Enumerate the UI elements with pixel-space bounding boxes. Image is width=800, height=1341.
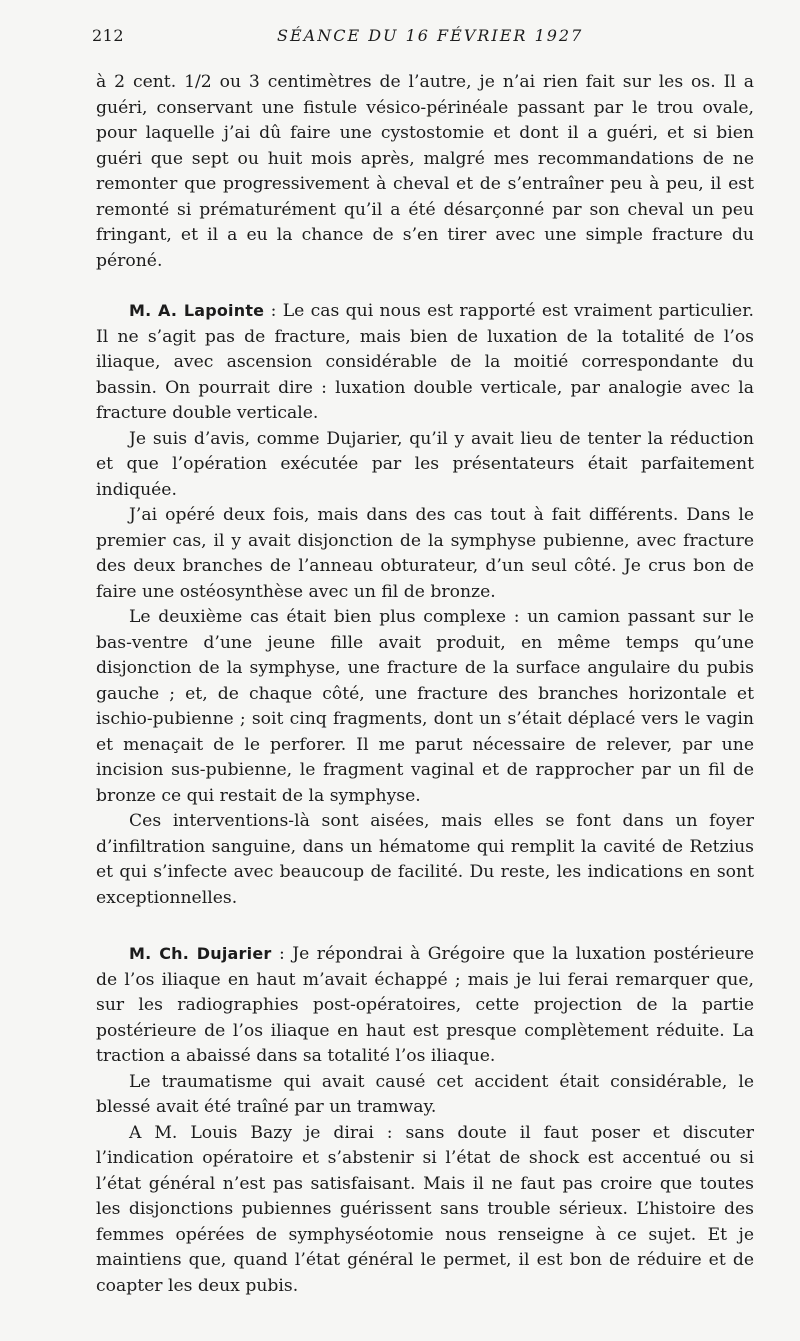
paragraph-4: J’ai opéré deux fois, mais dans des cas tout à fait différents. Dans le premier cas, il y avait disjonction de la symphyse pubienne, avec fracture des deux branches de l’anneau obturateur, d’un seul côté. Je crus bon de faire une ostéosynthèse avec un fil de bronze.	[96, 505, 754, 602]
paragraph-1: à 2 cent. 1/2 ou 3 centimètres de l’autre, je n’ai rien fait sur les os. Il a guéri, conservant une fistule vésico-périnéale passant par le trou ovale, pour laquelle j’ai dû faire une cystostomie et dont il a guéri, et si bien guéri que sept ou huit mois après, malgré mes recommandations de ne remonter que progressivement à cheval et de s’entraîner peu à peu, il est remonté si prématurément qu’il a été désarçonné par son cheval un peu fringant, et il a eu la chance de s’en tirer avec une simple fracture du péroné.	[96, 72, 754, 271]
section-spacer	[96, 274, 754, 298]
paragraph-text: : Je répondrai à Grégoire que la luxation postérieure de l’os iliaque en haut m’avait échappé ; mais je lui ferai remarquer que, sur les radiographies post-opératoires, cette projection de la partie postérieure de l’os iliaque en haut est presque complètement réduite. La traction a abaissé dans sa totalité l’os iliaque.	[96, 944, 754, 1066]
running-title: SÉANCE DU 16 FÉVRIER 1927	[277, 26, 584, 45]
paragraph-text: : Le cas qui nous est rapporté est vraiment particulier. Il ne s’agit pas de fracture, mais bien de luxation de la totalité de l’os iliaque, avec ascension considérable de la moitié correspondante du bassin. On pourrait dire : luxation double verticale, par analogie avec la fracture double verticale.	[96, 301, 755, 423]
paragraph-3: Je suis d’avis, comme Dujarier, qu’il y avait lieu de tenter la réduction et que l’opération exécutée par les présentateurs était parfaitement indiquée.	[96, 428, 754, 500]
paragraph-8: Le traumatisme qui avait causé cet accident était considérable, le blessé avait été traîné par un tramway.	[96, 1071, 754, 1117]
speaker-name: M. Ch. Dujarier	[129, 944, 272, 963]
paragraph-9: A M. Louis Bazy je dirai : sans doute il faut poser et discuter l’indication opératoire et s’abstenir si l’état de shock est accentué ou si l’état général n’est pas satisfaisant. Mais il ne faut pas croire que toutes les disjonctions pubiennes guérissent sans trouble sérieux. L’histoire des femmes opérées de symphyséotomie nous renseigne à ce sujet. Et je maintiens que, quand l’état général le permet, il est bon de réduire et de coapter les deux pubis.	[96, 1122, 754, 1296]
section-spacer	[96, 911, 754, 941]
paragraph-7	[96, 941, 754, 1070]
paragraph-6: Ces interventions-là sont aisées, mais elles se font dans un foyer d’infiltration sanguine, dans un hématome qui remplit la cavité de Retzius et qui s’infecte avec beaucoup de facilité. Du reste, les indications en sont exceptionnelles.	[96, 811, 754, 908]
body-text	[96, 70, 754, 1299]
paragraph-5: Le deuxième cas était bien plus complexe : un camion passant sur le bas-ventre d’une jeune fille avait produit, en même temps qu’une disjonction de la symphyse, une fracture de la surface angulaire du pubis gauche ; et, de chaque côté, une fracture des branches horizontale et ischio-pubienne ; soit cinq fragments, dont un s’était déplacé vers le vagin et menaçait de le perforer. Il me parut nécessaire de relever, par une incision sus-pubienne, le fragment vaginal et de rapprocher par un fil de bronze ce qui restait de la symphyse.	[96, 607, 754, 806]
paragraph-2	[96, 298, 754, 427]
page-number: 212	[92, 26, 125, 45]
speaker-name: M. A. Lapointe	[129, 301, 265, 320]
page-header	[92, 26, 752, 50]
